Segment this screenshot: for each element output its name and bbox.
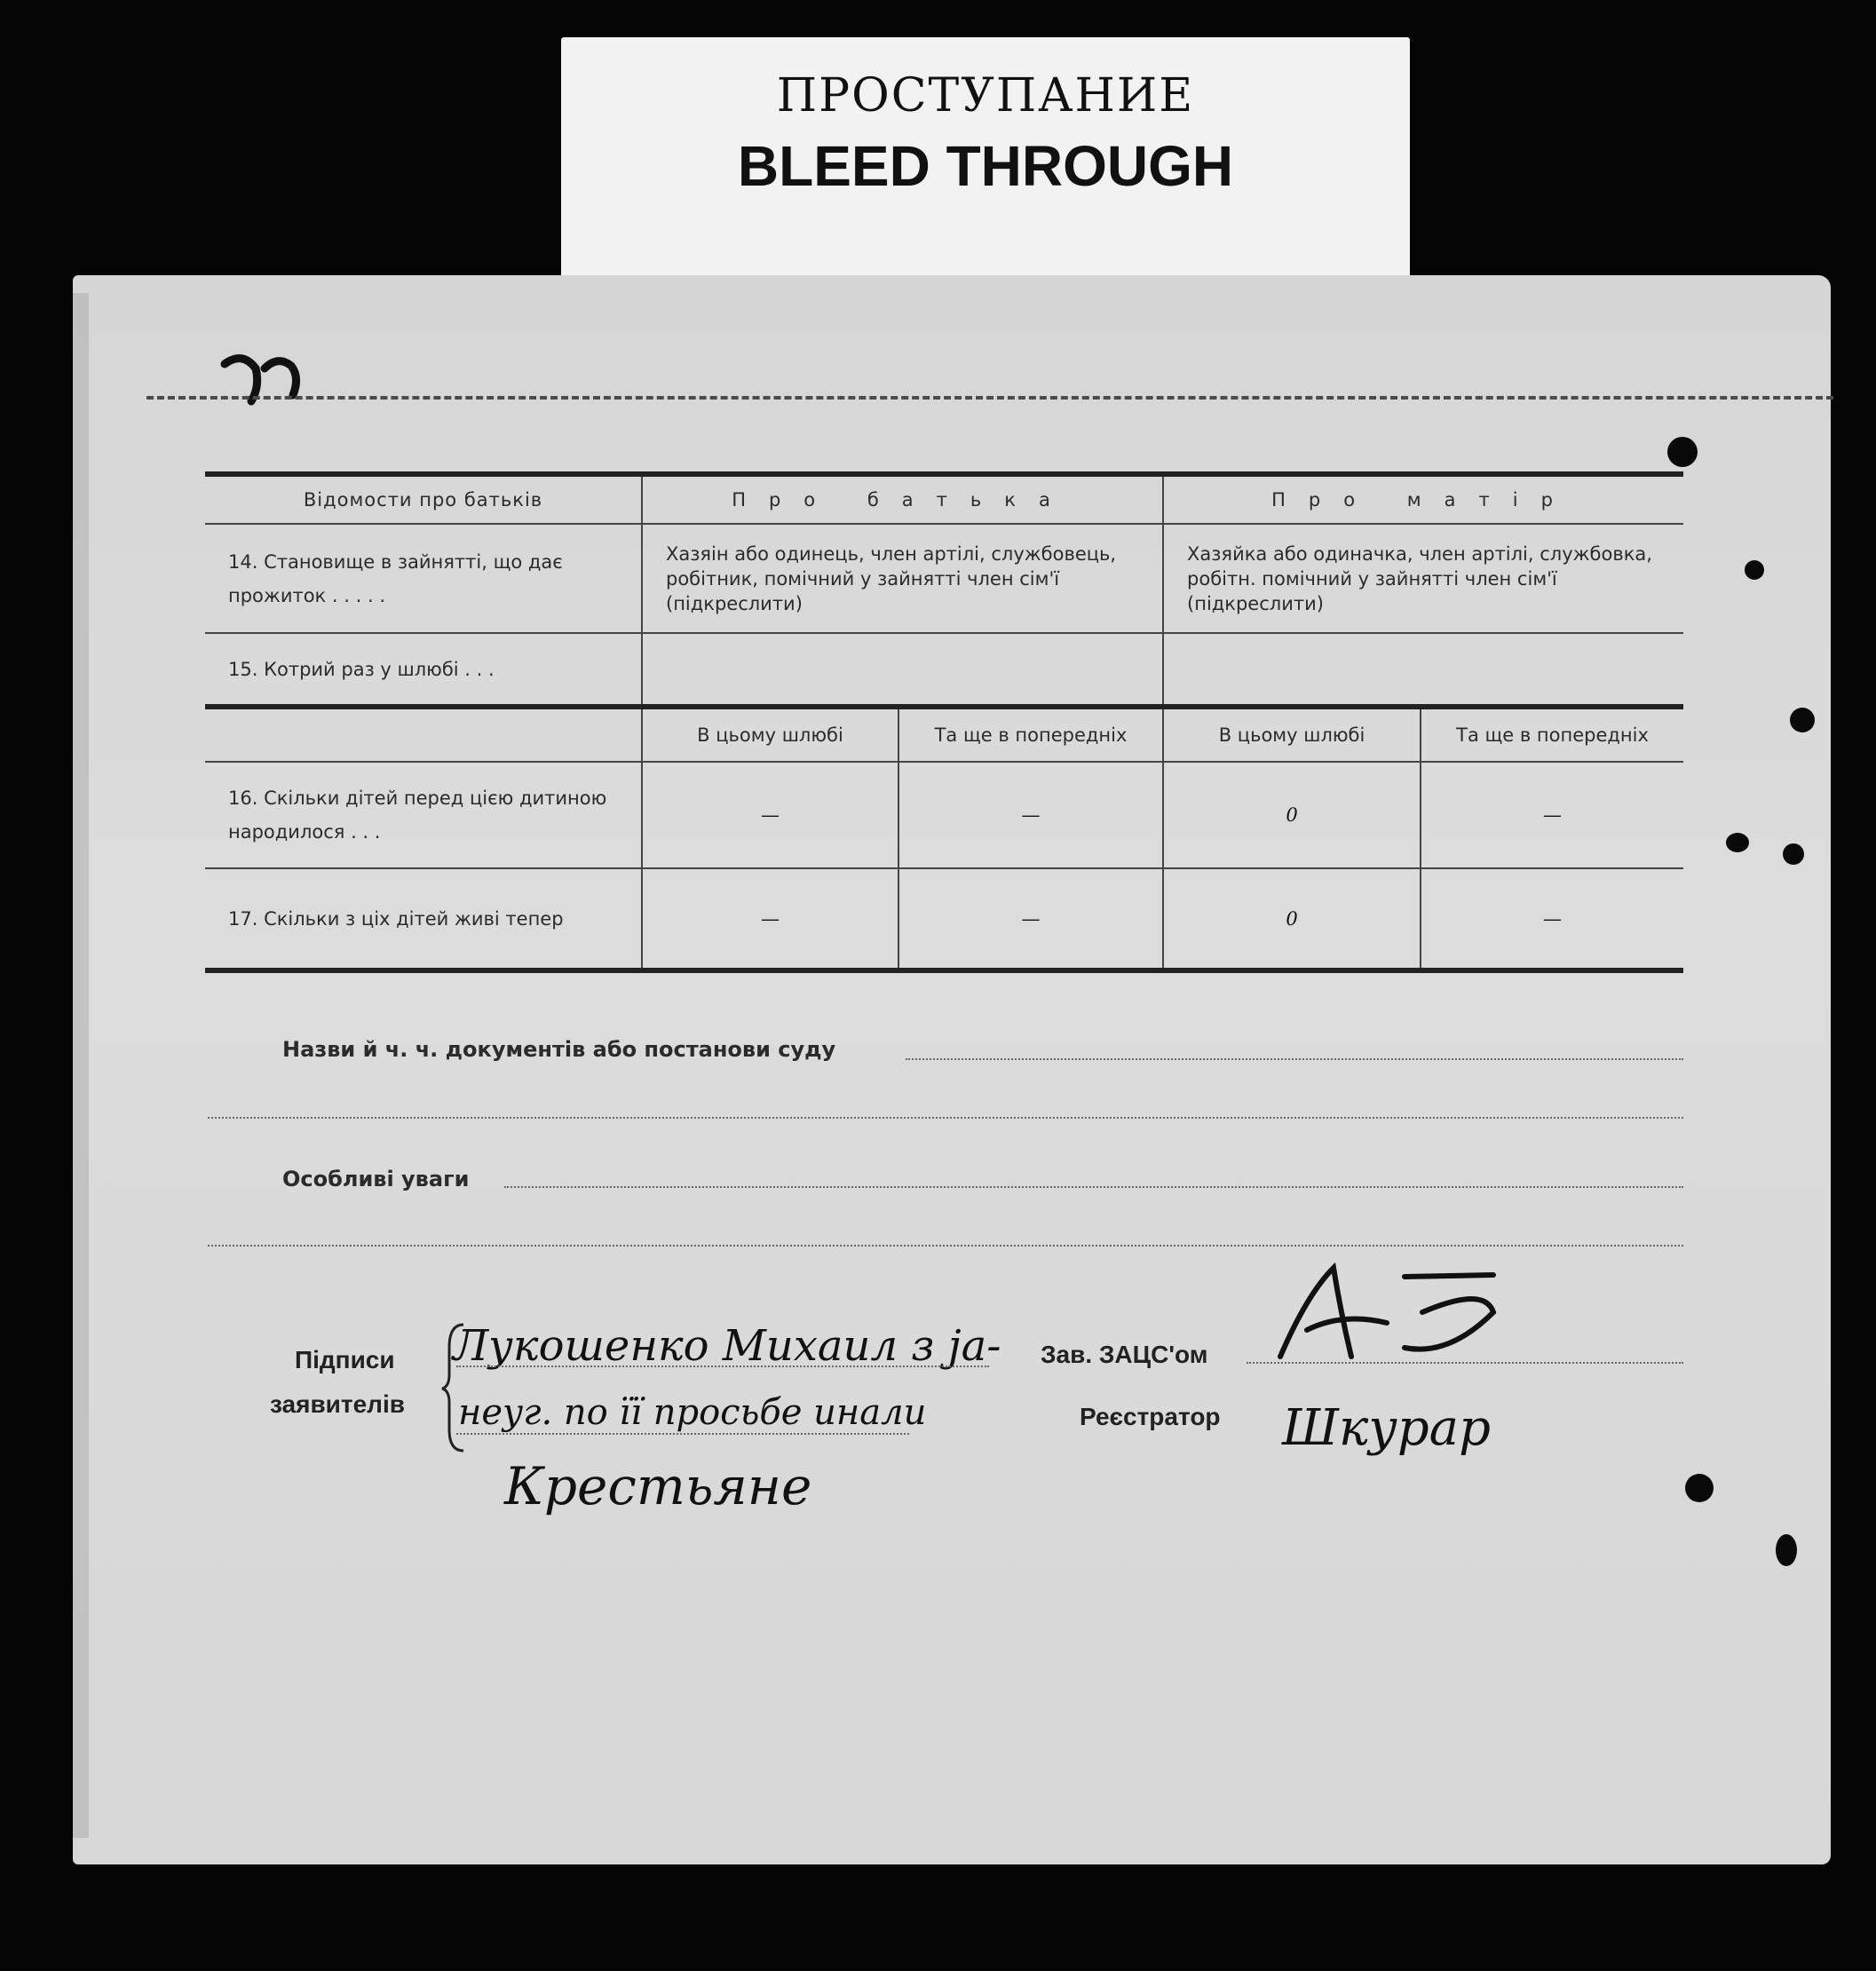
binding-hole (1790, 708, 1815, 732)
row-occupation (205, 524, 1683, 633)
sheet-edge-shadow (73, 293, 89, 1838)
registrar-label: Реєстратор (1080, 1403, 1221, 1430)
row17-mother-this-value: 0 (1163, 868, 1421, 970)
binding-hole (1726, 833, 1749, 852)
row16-mother-this-value: 0 (1163, 762, 1421, 868)
row-children-born (205, 762, 1683, 868)
registry-head-label: Зав. ЗАЦС'ом (1041, 1341, 1208, 1368)
row15-label: 15. Котрий раз у шлюбі . . . (205, 633, 642, 707)
label-russian: ПРОСТУПАНИЕ (776, 69, 1195, 123)
applicant-line-1-underline (456, 1365, 989, 1367)
registrar-signature: Шкурар (1282, 1399, 1491, 1457)
binding-hole (1783, 843, 1804, 865)
subheader-father-previous: Та ще в попередніх (898, 707, 1163, 762)
subheader-mother-this: В цьому шлюбі (1163, 707, 1421, 762)
row16-label: 16. Скільки дітей перед цією дитиною народилося . . . (205, 762, 642, 868)
header-parents-info: Відомости про батьків (205, 474, 642, 524)
row17-father-this-value: — (642, 868, 898, 970)
row14-label: 14. Становище в зайнятті, що дає прожиток . . . . . (205, 524, 642, 633)
perforation-line (146, 396, 1833, 400)
row16-father-this-value: — (642, 762, 898, 868)
archive-label-card (561, 37, 1410, 279)
row-children-alive (205, 868, 1683, 970)
subheader-blank (205, 707, 642, 762)
parents-info-form (205, 471, 1683, 973)
row16-mother-previous-value: — (1421, 762, 1683, 868)
applicant-signature-line-2: неуг. по її просьбе инали (458, 1392, 927, 1433)
row15-father-value (642, 633, 1163, 707)
subheader-row (205, 707, 1683, 762)
applicant-signature-line-1: Лукошенко Михаил з ја- (453, 1321, 1001, 1371)
binding-hole (1685, 1474, 1714, 1502)
documents-label: Назви й ч. ч. документів або постанови суду (282, 1037, 836, 1062)
header-father: Про батька (642, 474, 1163, 524)
row16-father-previous-value: — (898, 762, 1163, 868)
row17-label: 17. Скільки з ціх дітей живі тепер (205, 868, 642, 970)
remarks-dotted-line (504, 1186, 1683, 1188)
remarks-dotted-line-2 (208, 1245, 1683, 1247)
subheader-mother-previous: Та ще в попередніх (1421, 707, 1683, 762)
applicants-label-1: Підписи (295, 1346, 395, 1373)
binding-hole (1667, 437, 1698, 467)
row-marriage-count (205, 633, 1683, 707)
remarks-label: Особливі уваги (282, 1167, 470, 1191)
parents-table (205, 471, 1683, 973)
applicant-signature-line-3: Крестьяне (504, 1456, 812, 1516)
row14-mother-text: Хазяйка або одиначка, член артілі, службовка, робітн. помічний у зайнятті член сім'ї (підкреслити) (1163, 524, 1683, 633)
applicant-line-2-underline (456, 1433, 909, 1435)
subheader-father-this: В цьому шлюбі (642, 707, 898, 762)
documents-dotted-line (906, 1058, 1683, 1060)
row15-mother-value (1163, 633, 1683, 707)
table-header-row (205, 474, 1683, 524)
header-mother: Про матір (1163, 474, 1683, 524)
head-signature-icon (1271, 1259, 1520, 1374)
documents-dotted-line-2 (208, 1117, 1683, 1119)
row17-father-previous-value: — (898, 868, 1163, 970)
label-english: BLEED THROUGH (737, 134, 1234, 198)
binding-hole (1745, 560, 1764, 580)
applicants-label-2: заявителів (270, 1390, 405, 1418)
row14-father-text: Хазяін або одинець, член артілі, службовець, робітник, помічний у зайнятті член сім'ї (підкреслити) (642, 524, 1163, 633)
binding-hole (1776, 1534, 1797, 1566)
row17-mother-previous-value: — (1421, 868, 1683, 970)
